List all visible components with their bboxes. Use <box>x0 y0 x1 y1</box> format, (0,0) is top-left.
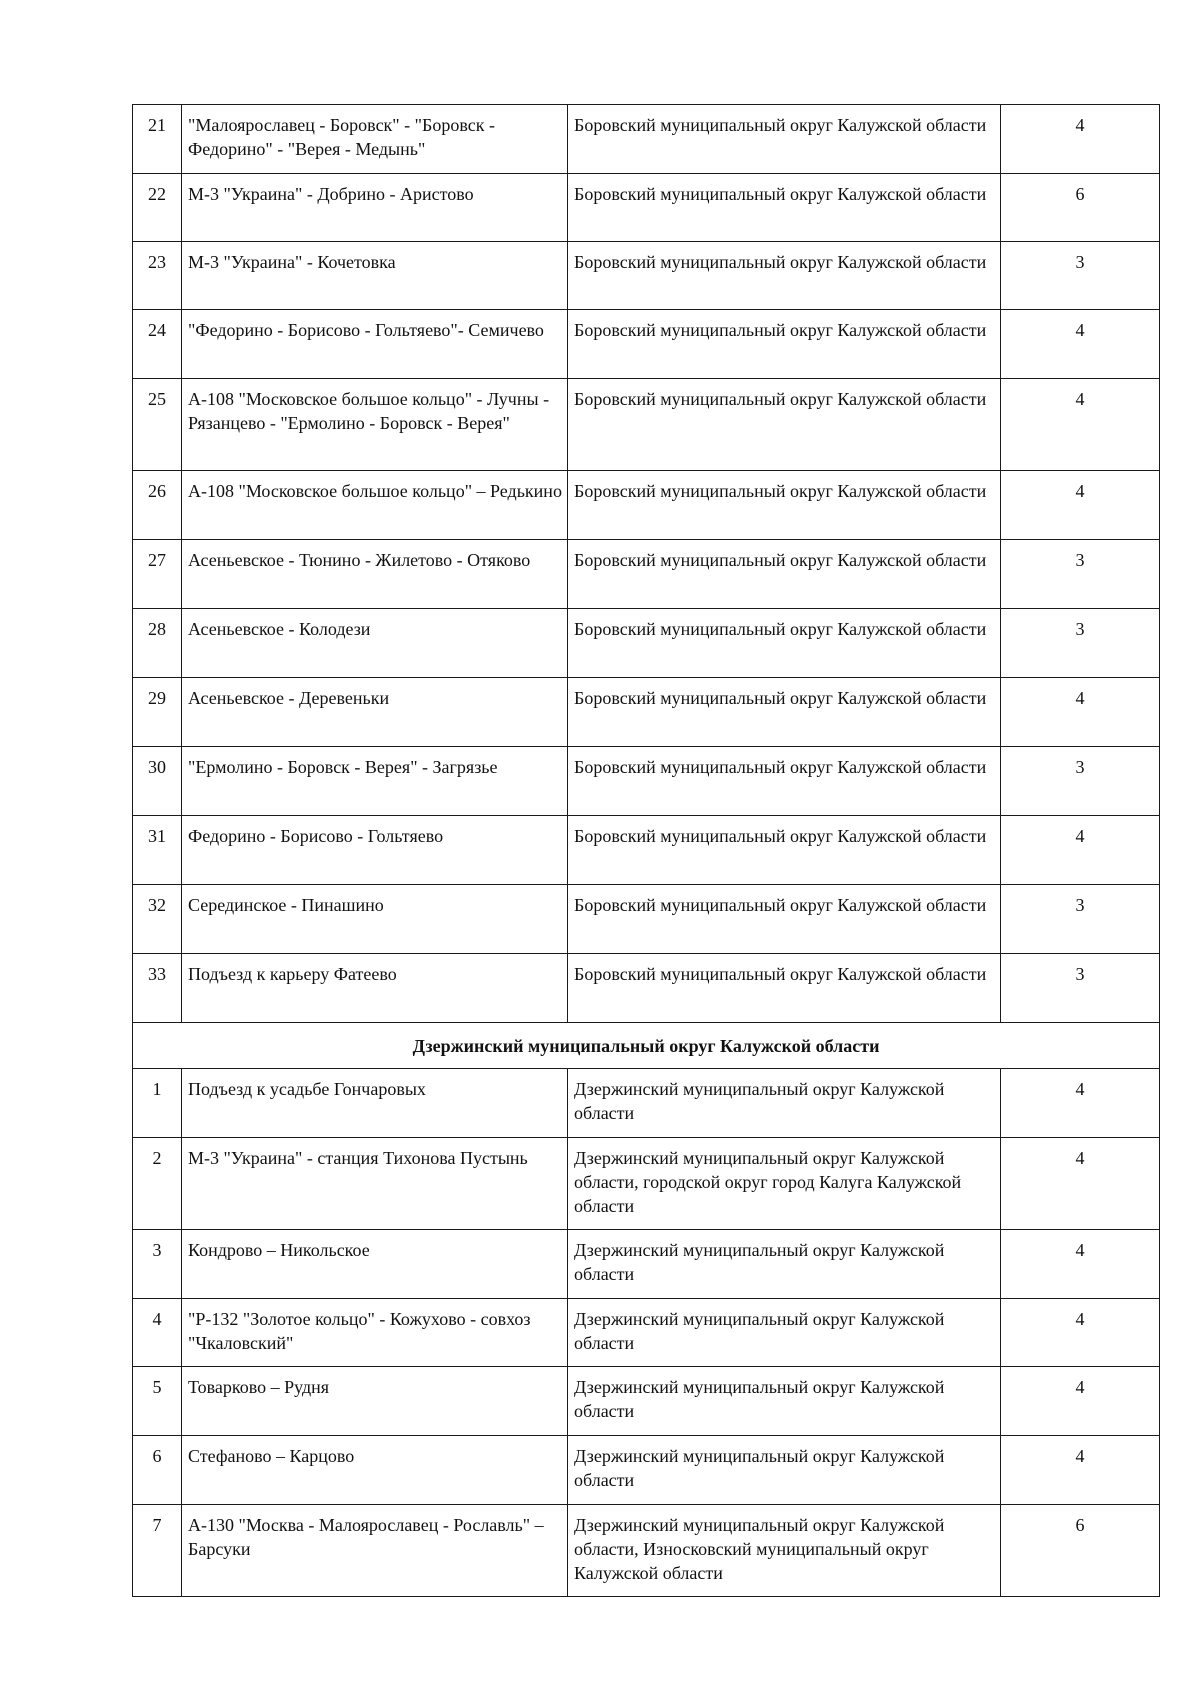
section-dzerzhinsky-rows <box>133 1069 1160 1597</box>
row-number: 29 <box>133 678 182 747</box>
row-number: 27 <box>133 540 182 609</box>
road-category: 4 <box>1001 816 1160 885</box>
table-row <box>133 1367 1160 1436</box>
municipal-district: Боровский муниципальный округ Калужской области <box>568 105 1001 174</box>
row-number: 23 <box>133 242 182 310</box>
road-name: Подъезд к усадьбе Гончаровых <box>182 1069 568 1138</box>
road-name: Подъезд к карьеру Фатеево <box>182 954 568 1023</box>
municipal-district: Дзержинский муниципальный округ Калужской области, городской округ город Калуга Калужской области <box>568 1138 1001 1230</box>
municipal-district: Боровский муниципальный округ Калужской области <box>568 471 1001 540</box>
road-category: 4 <box>1001 379 1160 471</box>
road-name: А-108 "Московское большое кольцо" - Лучны - Рязанцево - "Ермолино - Боровск - Верея" <box>182 379 568 471</box>
road-category: 6 <box>1001 1505 1160 1597</box>
municipal-district: Боровский муниципальный округ Калужской области <box>568 379 1001 471</box>
road-category: 6 <box>1001 174 1160 242</box>
row-number: 3 <box>133 1230 182 1299</box>
row-number: 24 <box>133 310 182 379</box>
road-name: М-3 "Украина" - Кочетовка <box>182 242 568 310</box>
row-number: 1 <box>133 1069 182 1138</box>
road-category: 3 <box>1001 609 1160 678</box>
road-name: Асеньевское - Тюнино - Жилетово - Отяково <box>182 540 568 609</box>
municipal-district: Дзержинский муниципальный округ Калужской области <box>568 1230 1001 1299</box>
road-category: 3 <box>1001 747 1160 816</box>
municipal-district: Боровский муниципальный округ Калужской области <box>568 678 1001 747</box>
table-row <box>133 1069 1160 1138</box>
road-name: А-130 "Москва - Малоярославец - Рославль" – Барсуки <box>182 1505 568 1597</box>
table-row <box>133 540 1160 609</box>
municipal-district: Боровский муниципальный округ Калужской области <box>568 885 1001 954</box>
table-row <box>133 379 1160 471</box>
road-category: 4 <box>1001 1230 1160 1299</box>
municipal-district: Боровский муниципальный округ Калужской области <box>568 540 1001 609</box>
municipal-district: Боровский муниципальный округ Калужской области <box>568 174 1001 242</box>
table-row <box>133 1299 1160 1367</box>
road-category: 4 <box>1001 1299 1160 1367</box>
table-row <box>133 174 1160 242</box>
table-row <box>133 1138 1160 1230</box>
road-category: 4 <box>1001 1367 1160 1436</box>
row-number: 7 <box>133 1505 182 1597</box>
municipal-district: Дзержинский муниципальный округ Калужской области <box>568 1367 1001 1436</box>
row-number: 26 <box>133 471 182 540</box>
road-name: А-108 "Московское большое кольцо" – Редькино <box>182 471 568 540</box>
table-row <box>133 1505 1160 1597</box>
road-name: Асеньевское - Деревеньки <box>182 678 568 747</box>
section-title: Дзержинский муниципальный округ Калужской области <box>133 1023 1160 1069</box>
road-name: Стефаново – Карцово <box>182 1436 568 1505</box>
road-name: Асеньевское - Колодези <box>182 609 568 678</box>
road-category: 4 <box>1001 1436 1160 1505</box>
road-category: 3 <box>1001 954 1160 1023</box>
row-number: 21 <box>133 105 182 174</box>
row-number: 33 <box>133 954 182 1023</box>
municipal-district: Дзержинский муниципальный округ Калужской области <box>568 1436 1001 1505</box>
road-name: "Ермолино - Боровск - Верея" - Загрязье <box>182 747 568 816</box>
road-category: 4 <box>1001 1138 1160 1230</box>
row-number: 5 <box>133 1367 182 1436</box>
road-category: 4 <box>1001 471 1160 540</box>
table-row <box>133 310 1160 379</box>
municipal-district: Дзержинский муниципальный округ Калужской области <box>568 1069 1001 1138</box>
row-number: 32 <box>133 885 182 954</box>
road-category: 4 <box>1001 310 1160 379</box>
road-category: 4 <box>1001 678 1160 747</box>
table-row <box>133 678 1160 747</box>
row-number: 30 <box>133 747 182 816</box>
road-name: Серединское - Пинашино <box>182 885 568 954</box>
road-category: 4 <box>1001 1069 1160 1138</box>
roads-table <box>132 104 1160 1597</box>
table-row <box>133 1230 1160 1299</box>
table-row <box>133 609 1160 678</box>
row-number: 6 <box>133 1436 182 1505</box>
road-name: М-3 "Украина" - станция Тихонова Пустынь <box>182 1138 568 1230</box>
municipal-district: Боровский муниципальный округ Калужской области <box>568 242 1001 310</box>
road-name: Товарково – Рудня <box>182 1367 568 1436</box>
row-number: 4 <box>133 1299 182 1367</box>
road-name: Федорино - Борисово - Гольтяево <box>182 816 568 885</box>
municipal-district: Боровский муниципальный округ Калужской области <box>568 816 1001 885</box>
road-name: Кондрово – Никольское <box>182 1230 568 1299</box>
road-category: 3 <box>1001 242 1160 310</box>
row-number: 28 <box>133 609 182 678</box>
row-number: 2 <box>133 1138 182 1230</box>
road-name: "Федорино - Борисово - Гольтяево"- Семичево <box>182 310 568 379</box>
table-row <box>133 885 1160 954</box>
municipal-district: Дзержинский муниципальный округ Калужской области <box>568 1299 1001 1367</box>
municipal-district: Боровский муниципальный округ Калужской области <box>568 609 1001 678</box>
table-row <box>133 816 1160 885</box>
road-category: 3 <box>1001 540 1160 609</box>
row-number: 22 <box>133 174 182 242</box>
section-borovsk-rows <box>133 105 1160 1023</box>
row-number: 31 <box>133 816 182 885</box>
municipal-district: Дзержинский муниципальный округ Калужской области, Износковский муниципальный округ Калужской области <box>568 1505 1001 1597</box>
road-name: "Малоярославец - Боровск" - "Боровск - Федорино" - "Верея - Медынь" <box>182 105 568 174</box>
section-header-dzerzhinsky <box>133 1023 1160 1069</box>
road-name: "Р-132 "Золотое кольцо" - Кожухово - совхоз "Чкаловский" <box>182 1299 568 1367</box>
municipal-district: Боровский муниципальный округ Калужской области <box>568 310 1001 379</box>
table-row <box>133 471 1160 540</box>
table-row <box>133 747 1160 816</box>
road-category: 4 <box>1001 105 1160 174</box>
row-number: 25 <box>133 379 182 471</box>
road-name: М-3 "Украина" - Добрино - Аристово <box>182 174 568 242</box>
table-row <box>133 954 1160 1023</box>
road-category: 3 <box>1001 885 1160 954</box>
table-row <box>133 242 1160 310</box>
table-row <box>133 105 1160 174</box>
table-row <box>133 1436 1160 1505</box>
municipal-district: Боровский муниципальный округ Калужской области <box>568 954 1001 1023</box>
municipal-district: Боровский муниципальный округ Калужской области <box>568 747 1001 816</box>
